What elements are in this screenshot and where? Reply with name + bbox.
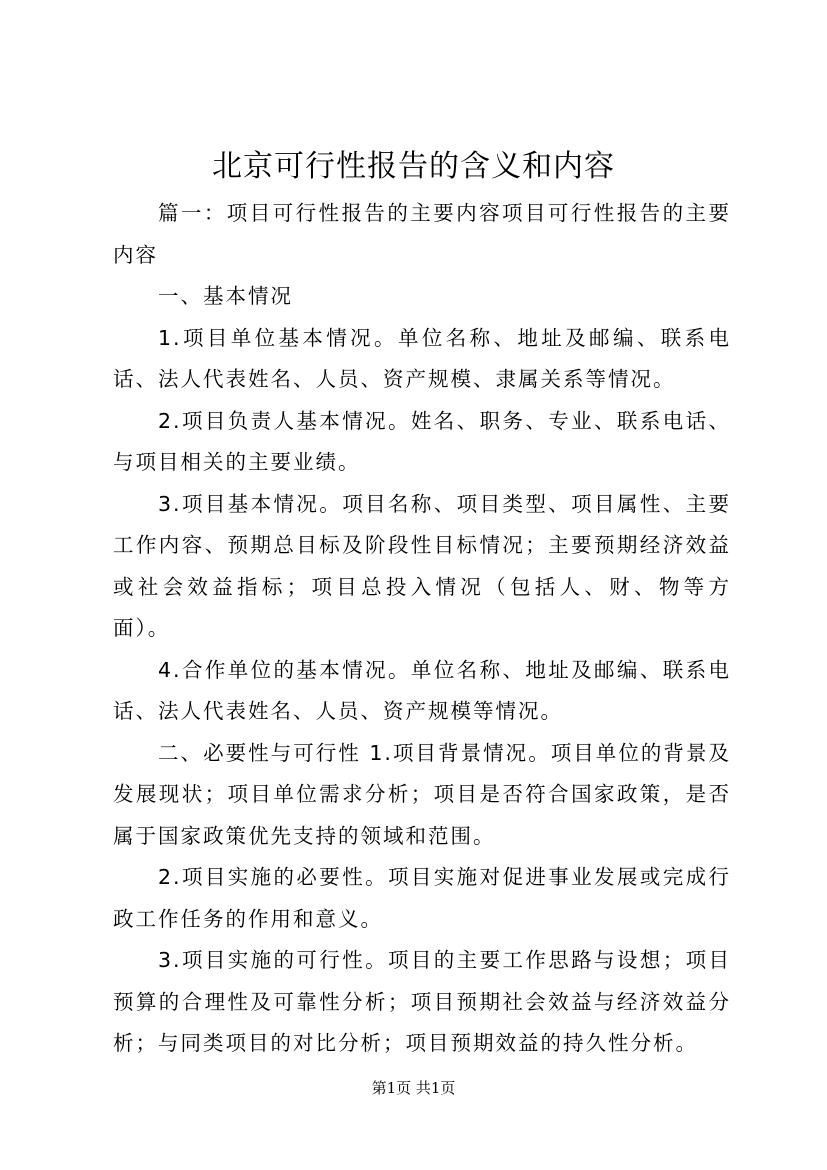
- paragraph-intro: 篇一：项目可行性报告的主要内容项目可行性报告的主要内容: [113, 201, 731, 267]
- document-title: 北京可行性报告的含义和内容: [212, 149, 615, 184]
- paragraph-item-4: 4.合作单位的基本情况。单位名称、地址及邮编、联系电话、法人代表姓名、人员、资产规模等情况。: [113, 657, 731, 723]
- page-number-footer: 第1页 共1页: [371, 1079, 456, 1097]
- paragraph-item-3: 3.项目基本情况。项目名称、项目类型、项目属性、主要工作内容、预期总目标及阶段性目标情况；主要预期经济效益或社会效益指标；项目总投入情况（包括人、财、物等方面）。: [113, 491, 731, 640]
- section-heading-basic: 一、基本情况: [158, 284, 293, 308]
- document-body: [113, 193, 731, 1065]
- paragraph-necessity-2: 2.项目实施的必要性。项目实施对促进事业发展或完成行政工作任务的作用和意义。: [113, 865, 731, 931]
- paragraph-necessity: 二、必要性与可行性 1.项目背景情况。项目单位的背景及发展现状；项目单位需求分析；项目是否符合国家政策，是否属于国家政策优先支持的领域和范围。: [113, 740, 731, 848]
- paragraph-feasibility-3: 3.项目实施的可行性。项目的主要工作思路与设想；项目预算的合理性及可靠性分析；项目预期社会效益与经济效益分析；与同类项目的对比分析；项目预期效益的持久性分析。: [113, 948, 731, 1055]
- paragraph-item-1: 1.项目单位基本情况。单位名称、地址及邮编、联系电话、法人代表姓名、人员、资产规模、隶属关系等情况。: [113, 325, 731, 391]
- paragraph-item-2: 2.项目负责人基本情况。姓名、职务、专业、联系电话、与项目相关的主要业绩。: [113, 408, 731, 474]
